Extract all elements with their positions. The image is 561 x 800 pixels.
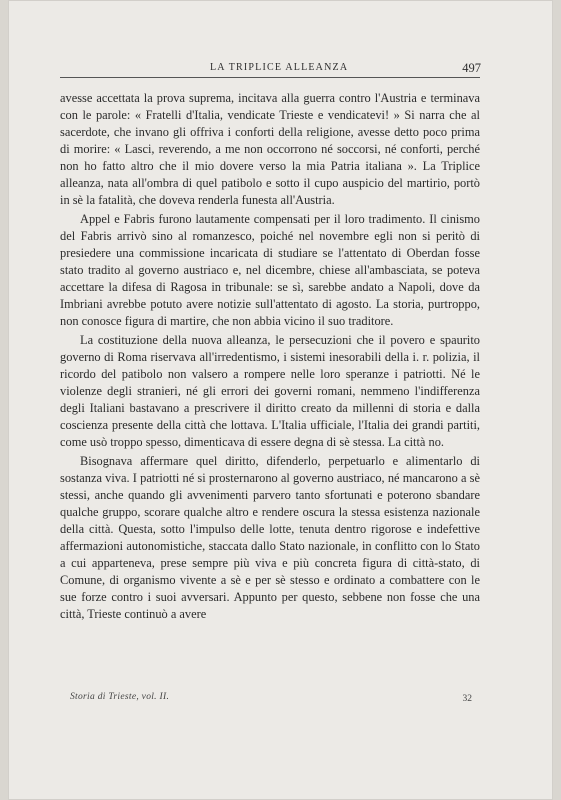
page-header	[60, 58, 480, 82]
paragraph-4: Bisognava affermare quel diritto, difenderlo, perpetuarlo e alimentarlo di sostanza viva. I patriotti né si prosternarono al governo austriaco, né mancarono a sè stessi, anche quando gli avvenimenti parvero tanto sfortunati e poterono sbandare qualche gruppo, scorare qualche altro e rendere oscura la stessa esistenza nazionale della città. Questa, sotto l'impulso delle lotte, tenuta dentro rigorose e indefettive affermazioni autonomistiche, staccata dallo Stato nazionale, in conflitto con lo Stato a cui apparteneva, prese sempre più viva e più concreta figura di città-stato, di Comune, di organismo vivente a sè e per sè stesso e ordinato a combattere con le sue forze contro i suoi avversari. Appunto per questo, sebbene non fosse che una città, Trieste continuò a avere	[60, 454, 480, 621]
paragraph-3: La costituzione della nuova alleanza, le persecuzioni che il povero e spaurito governo di Roma riservava all'irredentismo, i sistemi inesorabili della i. r. polizia, il ricordo del patibolo non valsero a rompere nelle loro speranze i patriotti. Né le violenze degli stranieri, né gli errori dei governi romani, nemmeno l'indifferenza degli Italiani bastavano a prescrivere il diritto creato da millenni di storia e dalla coscienza presente della città che lottava. L'Italia ufficiale, l'Italia dei grandi partiti, come usò troppo spesso, dimenticava di essere degna di sè stessa. La città no.	[60, 333, 480, 449]
body-text	[60, 90, 480, 623]
paragraph-2: Appel e Fabris furono lautamente compensati per il loro tradimento. Il cinismo del Fabris arrivò sino al romanzesco, poiché nel novembre egli non si peritò di presiedere una commissione incaricata di studiare se l'attentato di Oberdan fosse stato tradito al governo austriaco e, nel dicembre, chiese all'ambasciata, se poteva accettare la difesa di Ragosa in tribunale: se sì, sarebbe andato a Napoli, dove da Imbriani avrebbe potuto avere notizie sull'attentato di agosto. La storia, purtroppo, non conosce figura di martire, che non abbia vicino il suo traditore.	[60, 212, 480, 328]
page-footer	[60, 688, 480, 708]
page-number: 497	[462, 61, 481, 75]
footer-signature: 32	[462, 694, 472, 704]
book-page	[8, 0, 553, 800]
paragraph-1: avesse accettata la prova suprema, incitava alla guerra contro l'Austria e terminava con le parole: « Fratelli d'Italia, vendicate Trieste e vendicatevi! » Si narra che al sacerdote, che invano gli offriva i conforti della religione, avesse detto poco prima di morire: « Lasci, reverendo, a me non occorrono né soccorsi, né conforti, perché non ho fatto altro che il mio dovere verso la mia Patria italiana ». La Triplice alleanza, nata all'ombra di quel patibolo e sotto il cupo auspicio del martirio, portò in sè la fatalità, che doveva renderla funesta all'Austria.	[60, 91, 480, 207]
running-head: LA TRIPLICE ALLEANZA	[210, 62, 349, 73]
footer-source: Storia di Trieste, vol. II.	[70, 692, 170, 702]
header-rule	[60, 77, 480, 78]
